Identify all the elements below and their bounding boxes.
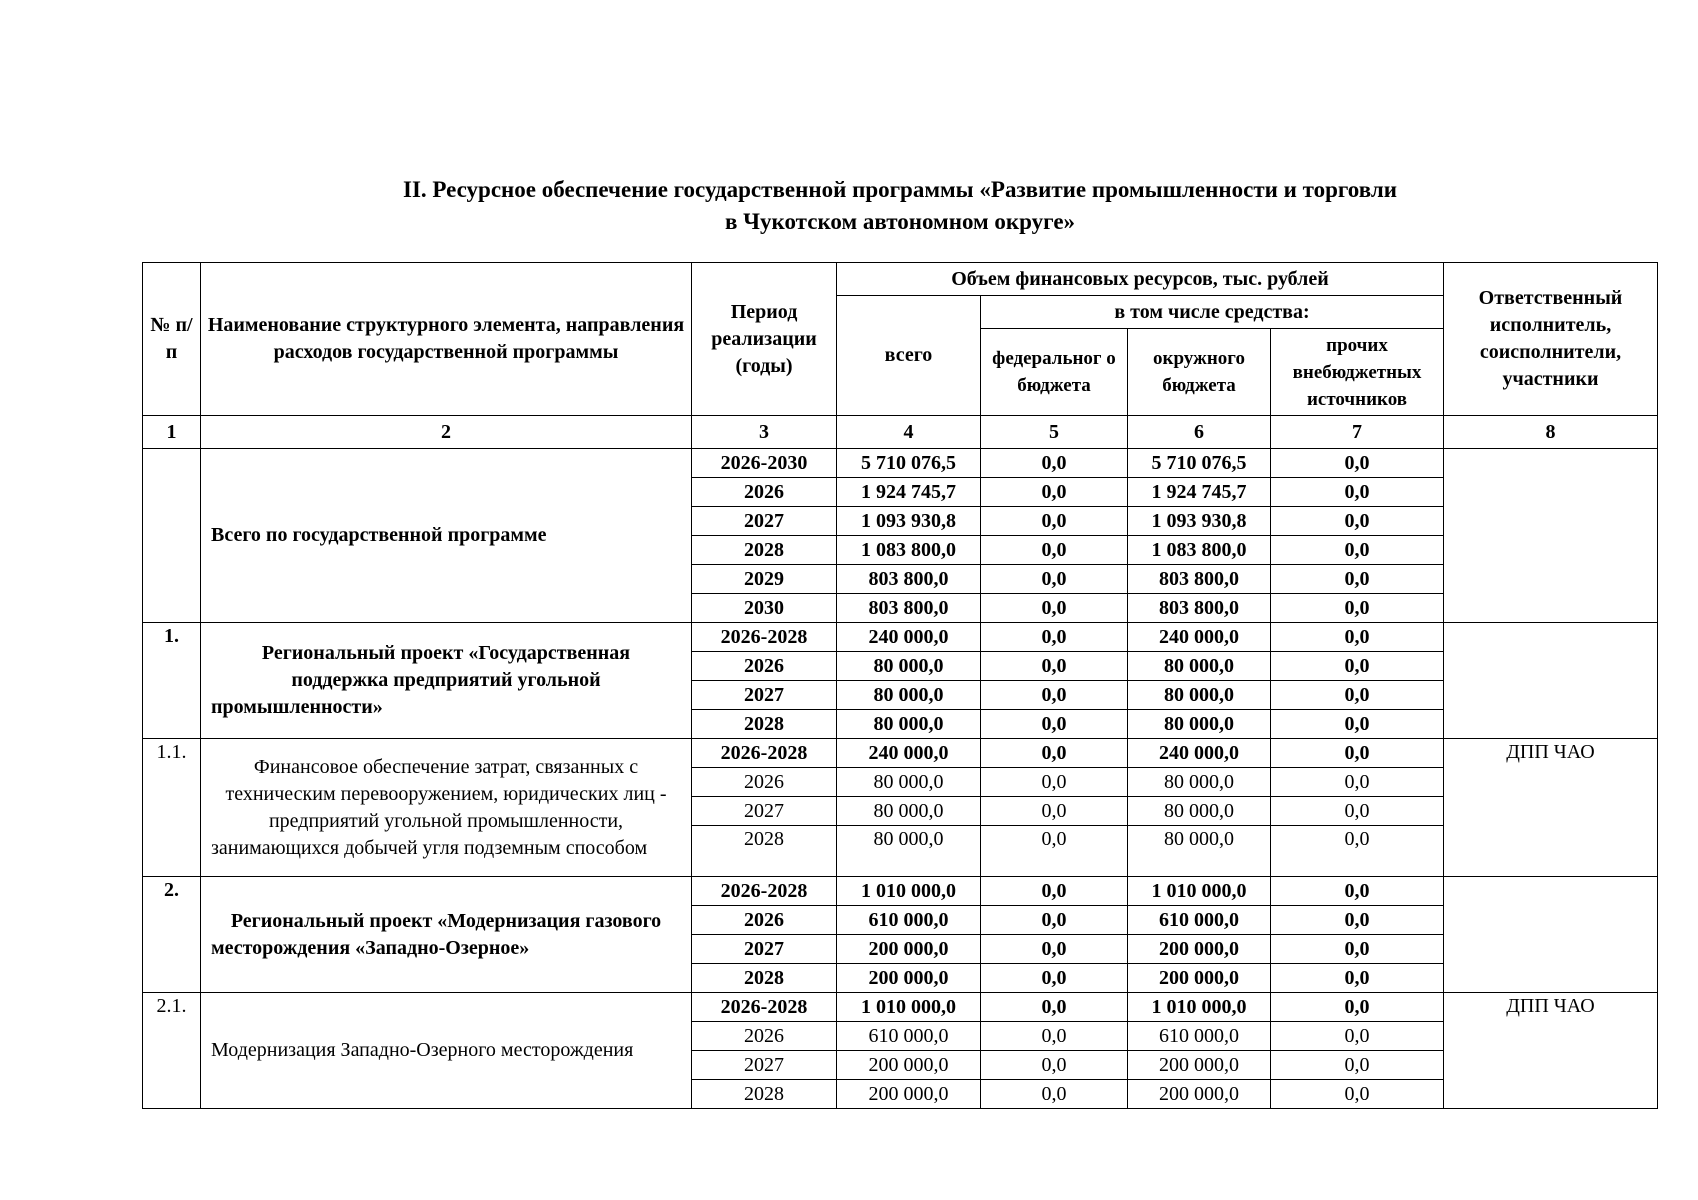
table-row (143, 877, 1658, 906)
executor-cell: ДПП ЧАО (1444, 739, 1658, 877)
cell-district: 1 010 000,0 (1128, 993, 1271, 1022)
cell-district: 5 710 076,5 (1128, 449, 1271, 478)
cell-total: 1 010 000,0 (837, 877, 981, 906)
cell-district: 80 000,0 (1128, 681, 1271, 710)
cell-federal: 0,0 (981, 507, 1128, 536)
column-numbers-row (143, 416, 1658, 449)
cell-other: 0,0 (1271, 964, 1444, 993)
cell-district: 240 000,0 (1128, 739, 1271, 768)
cell-other: 0,0 (1271, 652, 1444, 681)
column-number: 5 (981, 416, 1128, 449)
cell-period: 2028 (692, 1080, 837, 1109)
cell-other: 0,0 (1271, 681, 1444, 710)
cell-period: 2027 (692, 1051, 837, 1080)
cell-total: 80 000,0 (837, 768, 981, 797)
cell-federal: 0,0 (981, 449, 1128, 478)
cell-total: 80 000,0 (837, 681, 981, 710)
resource-table (142, 262, 1658, 1109)
column-number: 4 (837, 416, 981, 449)
table-row (143, 739, 1658, 768)
cell-district: 80 000,0 (1128, 652, 1271, 681)
title-line-2: в Чукотском автономном округе» (724, 209, 1076, 234)
cell-federal: 0,0 (981, 536, 1128, 565)
cell-period: 2026-2030 (692, 449, 837, 478)
cell-district: 80 000,0 (1128, 768, 1271, 797)
header-district: окружного бюджета (1128, 329, 1271, 416)
cell-total: 610 000,0 (837, 906, 981, 935)
cell-district: 200 000,0 (1128, 935, 1271, 964)
cell-other: 0,0 (1271, 710, 1444, 739)
header-name: Наименование структурного элемента, направления расходов государственной программы (201, 263, 692, 416)
cell-total: 200 000,0 (837, 1080, 981, 1109)
cell-other: 0,0 (1271, 536, 1444, 565)
cell-total: 5 710 076,5 (837, 449, 981, 478)
cell-other: 0,0 (1271, 1051, 1444, 1080)
header-period: Период реализации (годы) (692, 263, 837, 416)
header-total: всего (837, 296, 981, 416)
row-index (143, 449, 201, 623)
table-row (143, 993, 1658, 1022)
cell-federal: 0,0 (981, 710, 1128, 739)
cell-other: 0,0 (1271, 768, 1444, 797)
cell-period: 2030 (692, 594, 837, 623)
row-index: 2.1. (143, 993, 201, 1109)
header-including: в том числе средства: (981, 296, 1444, 329)
cell-period: 2026-2028 (692, 623, 837, 652)
cell-district: 80 000,0 (1128, 826, 1271, 877)
column-number: 2 (201, 416, 692, 449)
row-index: 2. (143, 877, 201, 993)
cell-period: 2027 (692, 797, 837, 826)
cell-other: 0,0 (1271, 449, 1444, 478)
header-federal: федеральног о бюджета (981, 329, 1128, 416)
row-index: 1. (143, 623, 201, 739)
element-name: Региональный проект «Государственная поддержка предприятий угольной промышленности» (201, 623, 692, 739)
cell-period: 2026 (692, 1022, 837, 1051)
page-title (150, 174, 1650, 238)
column-number: 1 (143, 416, 201, 449)
cell-federal: 0,0 (981, 478, 1128, 507)
cell-federal: 0,0 (981, 964, 1128, 993)
cell-total: 803 800,0 (837, 565, 981, 594)
element-name: Всего по государственной программе (201, 449, 692, 623)
cell-other: 0,0 (1271, 906, 1444, 935)
cell-other: 0,0 (1271, 877, 1444, 906)
column-number: 6 (1128, 416, 1271, 449)
cell-period: 2026 (692, 478, 837, 507)
cell-period: 2028 (692, 964, 837, 993)
table-body (143, 449, 1658, 1109)
cell-district: 200 000,0 (1128, 964, 1271, 993)
cell-district: 200 000,0 (1128, 1051, 1271, 1080)
row-index: 1.1. (143, 739, 201, 877)
cell-other: 0,0 (1271, 594, 1444, 623)
cell-federal: 0,0 (981, 652, 1128, 681)
cell-other: 0,0 (1271, 623, 1444, 652)
cell-total: 240 000,0 (837, 739, 981, 768)
cell-federal: 0,0 (981, 993, 1128, 1022)
cell-period: 2026 (692, 768, 837, 797)
executor-cell (1444, 877, 1658, 993)
cell-total: 240 000,0 (837, 623, 981, 652)
element-name: Региональный проект «Модернизация газового месторождения «Западно-Озерное» (201, 877, 692, 993)
cell-federal: 0,0 (981, 594, 1128, 623)
cell-district: 1 010 000,0 (1128, 877, 1271, 906)
column-number: 3 (692, 416, 837, 449)
cell-district: 803 800,0 (1128, 565, 1271, 594)
cell-other: 0,0 (1271, 826, 1444, 877)
cell-period: 2029 (692, 565, 837, 594)
cell-district: 610 000,0 (1128, 1022, 1271, 1051)
cell-other: 0,0 (1271, 1080, 1444, 1109)
cell-other: 0,0 (1271, 1022, 1444, 1051)
cell-period: 2027 (692, 681, 837, 710)
cell-other: 0,0 (1271, 507, 1444, 536)
cell-federal: 0,0 (981, 906, 1128, 935)
cell-period: 2027 (692, 935, 837, 964)
table-row (143, 449, 1658, 478)
cell-federal: 0,0 (981, 797, 1128, 826)
header-other: прочих внебюджетных источников (1271, 329, 1444, 416)
cell-federal: 0,0 (981, 935, 1128, 964)
cell-other: 0,0 (1271, 993, 1444, 1022)
cell-federal: 0,0 (981, 681, 1128, 710)
cell-federal: 0,0 (981, 739, 1128, 768)
header-no: № п/п (143, 263, 201, 416)
cell-total: 80 000,0 (837, 652, 981, 681)
cell-period: 2028 (692, 710, 837, 739)
cell-total: 80 000,0 (837, 797, 981, 826)
cell-period: 2027 (692, 507, 837, 536)
cell-period: 2026-2028 (692, 877, 837, 906)
cell-district: 1 083 800,0 (1128, 536, 1271, 565)
cell-federal: 0,0 (981, 1022, 1128, 1051)
header-executor: Ответственный исполнитель, соисполнители, участники (1444, 263, 1658, 416)
cell-total: 200 000,0 (837, 1051, 981, 1080)
title-line-1: II. Ресурсное обеспечение государственной программы «Развитие промышленности и торговли (403, 177, 1397, 202)
cell-other: 0,0 (1271, 797, 1444, 826)
cell-federal: 0,0 (981, 768, 1128, 797)
cell-other: 0,0 (1271, 935, 1444, 964)
element-name: Модернизация Западно-Озерного месторождения (201, 993, 692, 1109)
header-volume: Объем финансовых ресурсов, тыс. рублей (837, 263, 1444, 296)
cell-federal: 0,0 (981, 565, 1128, 594)
cell-period: 2028 (692, 536, 837, 565)
column-number: 8 (1444, 416, 1658, 449)
cell-district: 1 924 745,7 (1128, 478, 1271, 507)
cell-other: 0,0 (1271, 565, 1444, 594)
cell-period: 2028 (692, 826, 837, 877)
element-name: Финансовое обеспечение затрат, связанных с техническим перевооружением, юридических лиц - предприятий угольной промышленности, занимающихся добычей угля подземным способом (201, 739, 692, 877)
cell-total: 200 000,0 (837, 935, 981, 964)
cell-other: 0,0 (1271, 739, 1444, 768)
cell-period: 2026 (692, 652, 837, 681)
executor-cell (1444, 623, 1658, 739)
cell-district: 1 093 930,8 (1128, 507, 1271, 536)
cell-federal: 0,0 (981, 826, 1128, 877)
cell-district: 80 000,0 (1128, 797, 1271, 826)
cell-district: 803 800,0 (1128, 594, 1271, 623)
table-row (143, 623, 1658, 652)
cell-district: 80 000,0 (1128, 710, 1271, 739)
cell-total: 200 000,0 (837, 964, 981, 993)
cell-period: 2026 (692, 906, 837, 935)
executor-cell: ДПП ЧАО (1444, 993, 1658, 1109)
cell-total: 80 000,0 (837, 710, 981, 739)
cell-federal: 0,0 (981, 1051, 1128, 1080)
cell-total: 1 083 800,0 (837, 536, 981, 565)
cell-district: 240 000,0 (1128, 623, 1271, 652)
cell-federal: 0,0 (981, 1080, 1128, 1109)
cell-period: 2026-2028 (692, 739, 837, 768)
executor-cell (1444, 449, 1658, 623)
cell-total: 1 093 930,8 (837, 507, 981, 536)
cell-total: 1 010 000,0 (837, 993, 981, 1022)
cell-total: 803 800,0 (837, 594, 981, 623)
cell-district: 200 000,0 (1128, 1080, 1271, 1109)
cell-other: 0,0 (1271, 478, 1444, 507)
cell-total: 1 924 745,7 (837, 478, 981, 507)
column-number: 7 (1271, 416, 1444, 449)
cell-period: 2026-2028 (692, 993, 837, 1022)
cell-total: 610 000,0 (837, 1022, 981, 1051)
cell-federal: 0,0 (981, 877, 1128, 906)
cell-total: 80 000,0 (837, 826, 981, 877)
cell-district: 610 000,0 (1128, 906, 1271, 935)
cell-federal: 0,0 (981, 623, 1128, 652)
